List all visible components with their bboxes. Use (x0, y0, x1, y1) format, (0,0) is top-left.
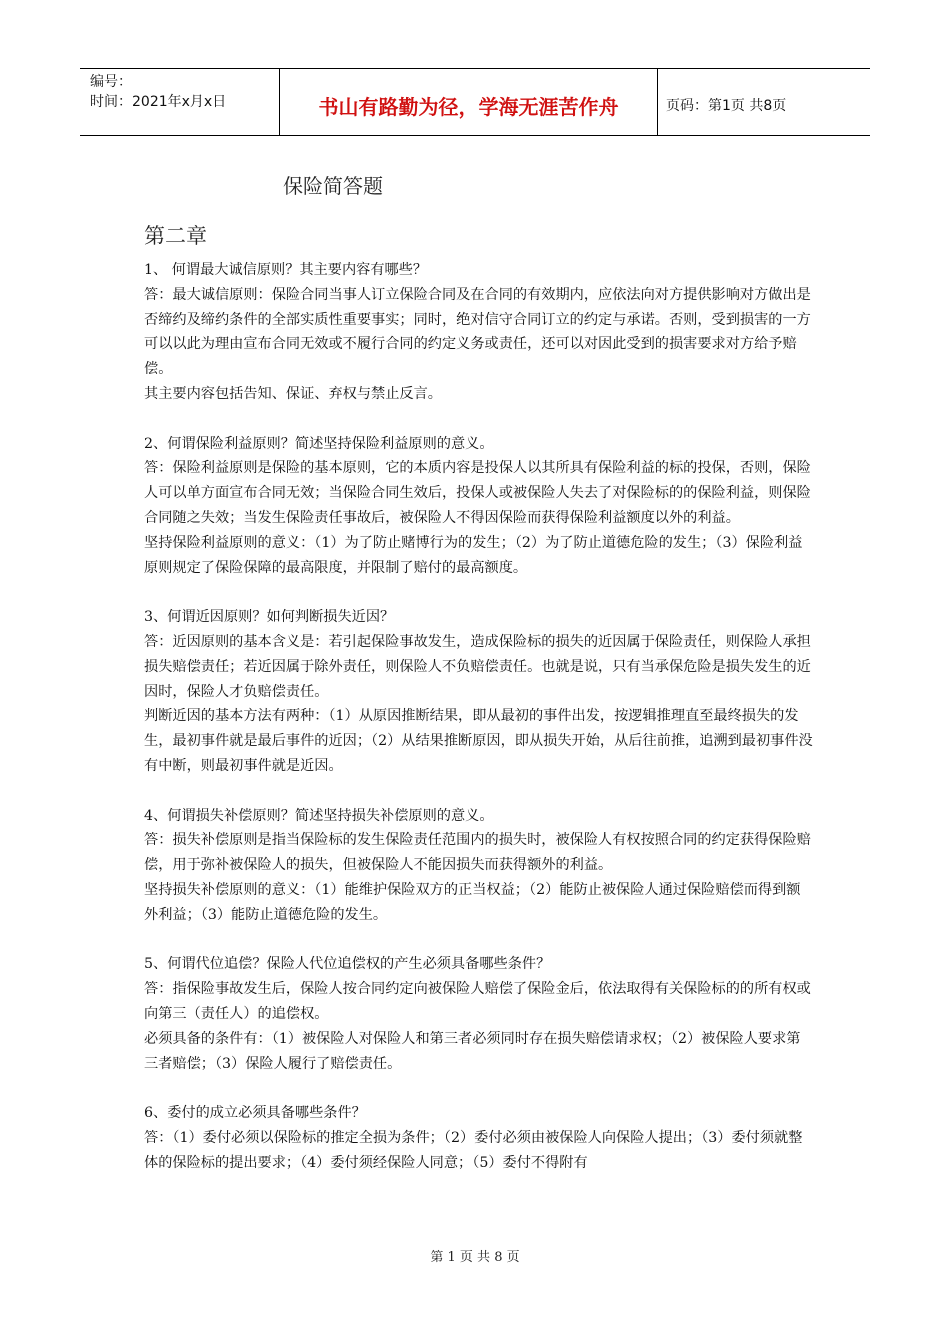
question-text: 3、何谓近因原则？如何判断损失近因？ (144, 609, 395, 626)
question-block (144, 952, 814, 1076)
question-block (144, 1101, 814, 1175)
answer-paragraph: 答：保险利益原则是保险的基本原则，它的本质内容是投保人以其所具有保险利益的标的投保，否则，保险人可以单方面宣布合同无效；当保险合同生效后，投保人或被保险人失去了对保险标的的保险利益，则保险合同随之失效；当发生保险责任事故后，被保险人不得因保险而获得保险利益额度以外的利益。 (144, 460, 811, 526)
answer-paragraph: 坚持损失补偿原则的意义：（1）能维护保险双方的正当权益；（2）能防止被保险人通过保险赔偿而得到额外利益；（3）能防止道德危险的发生。 (144, 881, 801, 923)
document-number-label: 编号： (90, 74, 132, 90)
header-motto: 书山有路勤为径，学海无涯苦作舟 (280, 69, 658, 135)
question-block (144, 804, 814, 928)
answer-paragraph: 其主要内容包括告知、保证、弃权与禁止反言。 (144, 385, 442, 402)
answer-paragraph: 坚持保险利益原则的意义：（1）为了防止赌博行为的发生；（2）为了防止道德危险的发生；（3）保险利益原则规定了保险保障的最高限度，并限制了赔付的最高额度。 (144, 534, 803, 576)
answer-paragraph: 答：最大诚信原则：保险合同当事人订立保险合同及在合同的有效期内，应依法向对方提供影响对方做出是否缔约及缔约条件的全部实质性重要事实；同时，绝对信守合同订立的约定与承诺。否则，受到损害的一方可以以此为理由宣布合同无效或不履行合同的约定义务或责任，还可以对因此受到的损害要求对方给予赔偿。 (144, 286, 811, 378)
page-header (80, 68, 870, 136)
question-block (144, 605, 814, 779)
question-text: 2、何谓保险利益原则？简述坚持保险利益原则的意义。 (144, 435, 494, 452)
answer-paragraph: 答：损失补偿原则是指当保险标的发生保险责任范围内的损失时，被保险人有权按照合同的约定获得保险赔偿，用于弥补被保险人的损失，但被保险人不能因损失而获得额外的利益。 (144, 832, 811, 874)
answer-paragraph: 判断近因的基本方法有两种：（1）从原因推断结果，即从最初的事件出发，按逻辑推理直至最终损失的发生，最初事件就是最后事件的近因；（2）从结果推断原因，即从损失开始，从后往前推，追溯到最初事件没有中断，则最初事件就是近因。 (144, 708, 813, 774)
answer-paragraph: 答：（1）委付必须以保险标的推定全损为条件；（2）委付必须由被保险人向保险人提出；（3）委付须就整体的保险标的提出要求；（4）委付须经保险人同意；（5）委付不得附有 (144, 1129, 803, 1171)
question-text: 4、何谓损失补偿原则？简述坚持损失补偿原则的意义。 (144, 807, 494, 824)
document-body (144, 258, 814, 1200)
question-text: 6、委付的成立必须具备哪些条件？ (144, 1105, 366, 1122)
question-text: 5、何谓代位追偿？保险人代位追偿权的产生必须具备哪些条件？ (144, 956, 551, 973)
header-meta (80, 69, 280, 135)
header-page-label: 页码：第1页 共8页 (666, 98, 787, 114)
answer-paragraph: 必须具备的条件有：（1）被保险人对保险人和第三者必须同时存在损失赔偿请求权；（2）被保险人要求第三者赔偿；（3）保险人履行了赔偿责任。 (144, 1030, 801, 1072)
answer-paragraph: 答：近因原则的基本含义是：若引起保险事故发生，造成保险标的损失的近因属于保险责任，则保险人承担损失赔偿责任；若近因属于除外责任，则保险人不负赔偿责任。也就是说，只有当承保危险是损失发生的近因时，保险人才负赔偿责任。 (144, 633, 811, 700)
document-date-label: 时间：2021年x月x日 (90, 94, 227, 110)
question-text: 1、 何谓最大诚信原则？其主要内容有哪些？ (144, 262, 428, 278)
answer-paragraph: 答：指保险事故发生后，保险人按合同约定向被保险人赔偿了保险金后，依法取得有关保险标的的所有权或向第三（责任人）的追偿权。 (144, 981, 811, 1022)
question-block (144, 432, 814, 581)
page-footer: 第 1 页 共 8 页 (430, 1250, 520, 1265)
chapter-heading: 第二章 (144, 224, 207, 248)
question-block (144, 258, 814, 407)
document-title: 保险简答题 (283, 174, 383, 198)
